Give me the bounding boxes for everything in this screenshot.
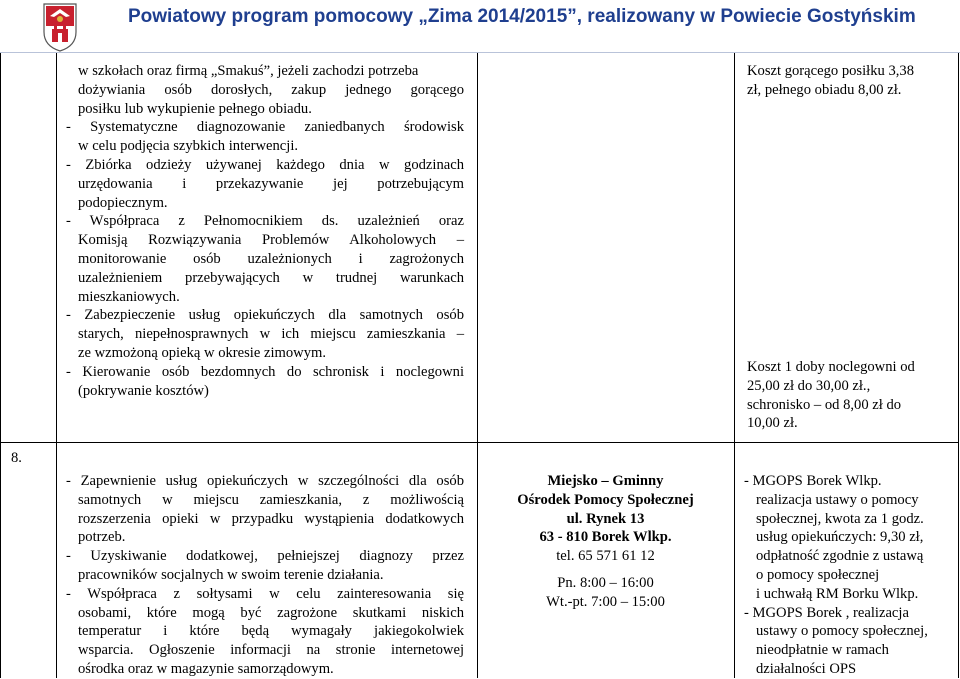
row2-action-line: - Uzyskiwanie dodatkowej, pełniejszej diagnozy przez [66,548,464,565]
row2-action-line: - Współpraca z sołtysami w celu zainteresowania się [66,585,464,602]
cost-line: schronisko – od 8,00 zł do [747,396,902,413]
row2-action-line: - Zapewnienie usług opiekuńczych w szczególności dla osób [66,473,464,489]
funding-line: odpłatność zgodnie z ustawą [756,548,924,565]
row1-action-line: w celu podjęcia szybkich interwencji. [78,138,299,155]
row2-funding-cell [744,472,954,679]
funding-line: realizacja ustawy o pomocy [756,491,919,508]
row2-actions-cell [66,472,464,679]
institution-hours: Wt.-pt. 7:00 – 15:00 [546,593,665,610]
funding-line: o pomocy społecznej [756,566,880,583]
row2-action-line: potrzeb. [78,529,126,546]
row2-action-line: wsparcia. Ogłoszenie informacji na stronie internetowej [78,642,464,659]
row1-actions-cell [66,62,464,400]
cost-line: zł, pełnego obiadu 8,00 zł. [747,81,902,98]
institution-hours: Pn. 8:00 – 16:00 [557,574,654,591]
institution-name: Ośrodek Pomocy Społecznej [517,491,694,508]
row2-action-line: osobami, które mogą być zagrożone skutkami niskich [78,604,464,621]
row1-action-line: monitorowanie osób uzależnionych i zagrożonych [78,250,464,267]
institution-name: Miejsko – Gminny [547,473,664,489]
row1-action-line: - Zbiórka odzieży używanej każdego dnia w godzinach [66,156,464,173]
table-divider-col3 [734,53,735,678]
table-row-divider [0,442,959,443]
funding-line: ustawy o pomocy społecznej, [756,623,928,640]
row1-action-line: podopiecznym. [78,194,168,211]
row1-action-line: (pokrywanie kosztów) [78,382,209,399]
cost-line: Koszt gorącego posiłku 3,38 [747,63,914,79]
institution-phone: tel. 65 571 61 12 [556,548,655,565]
page-header [0,0,960,58]
funding-line: usług opiekuńczych: 9,30 zł, [756,529,924,546]
row1-action-line: ze wzmożoną opieką w okresie zimowym. [78,344,327,361]
row1-action-line: w szkołach oraz firmą „Smakuś”, jeżeli zachodzi potrzeba [78,63,419,79]
page-title: Powiatowy program pomocowy „Zima 2014/2015”, realizowany w Powiecie Gostyńskim [128,6,916,27]
row2-action-line: temperatur i które będą wymagały jakiegokolwiek [78,623,464,640]
row1-action-line: - Zabezpieczenie usług opiekuńczych dla samotnych osób [66,307,464,324]
funding-line: i uchwałą RM Borku Wlkp. [756,585,919,602]
table-divider-col1 [56,53,57,678]
row1-action-line: starych, niepełnosprawnych w ich miejscu zamieszkania – [78,326,464,343]
county-crest-icon [42,2,78,52]
row1-action-line: dożywiania osób dorosłych, zakup jednego gorącego [78,81,464,98]
cost-line: 10,00 zł. [747,415,798,432]
table-border-left [0,53,1,678]
cost-line: 25,00 zł do 30,00 zł., [747,377,871,394]
row1-cost-shelter [747,358,952,433]
funding-line: społecznej, kwota za 1 godz. [756,510,924,527]
row1-cost-meal [747,62,952,100]
row1-action-line: uzależnieniem przebywających w trudnej warunkach [78,269,464,286]
row2-institution-cell [487,472,724,612]
funding-line: - MGOPS Borek Wlkp. [744,473,882,489]
row2-action-line: pracowników socjalnych w swoim terenie działania. [78,566,384,583]
row2-action-line: samotnych w miejscu zamieszkania, z możliwością [78,491,464,508]
row1-action-line: - Współpraca z Pełnomocnikiem ds. uzależnień oraz [66,213,464,230]
row1-action-line: mieszkaniowych. [78,288,180,305]
table-divider-col2 [477,53,478,678]
institution-postal: 63 - 810 Borek Wlkp. [539,529,672,546]
row1-action-line: posiłku lub wykupienie pełnego obiadu. [78,100,312,117]
table-border-right [958,53,959,678]
row1-action-line: - Systematyczne diagnozowanie zaniedbanych środowisk [66,119,464,136]
institution-street: ul. Rynek 13 [566,510,645,527]
row2-action-line: rozszerzenia opieki w przypadku wystąpienia dodatkowych [78,510,464,527]
row2-action-line: ośrodka oraz w magazynie samorządowym. [78,660,334,677]
row1-action-line: - Kierowanie osób bezdomnych do schronisk i noclegowni [66,363,464,380]
row-number: 8. [11,450,22,466]
funding-line: nieodpłatnie w ramach [756,642,889,659]
cost-line: Koszt 1 doby noclegowni od [747,359,915,375]
header-divider [0,52,960,53]
funding-line: - MGOPS Borek , realizacja [744,604,909,621]
funding-line: działalności OPS [756,660,857,677]
row1-action-line: Komisją Rozwiązywania Problemów Alkoholowych – [78,232,464,249]
row1-action-line: urzędowania i przekazywanie jej potrzebującym [78,175,464,192]
